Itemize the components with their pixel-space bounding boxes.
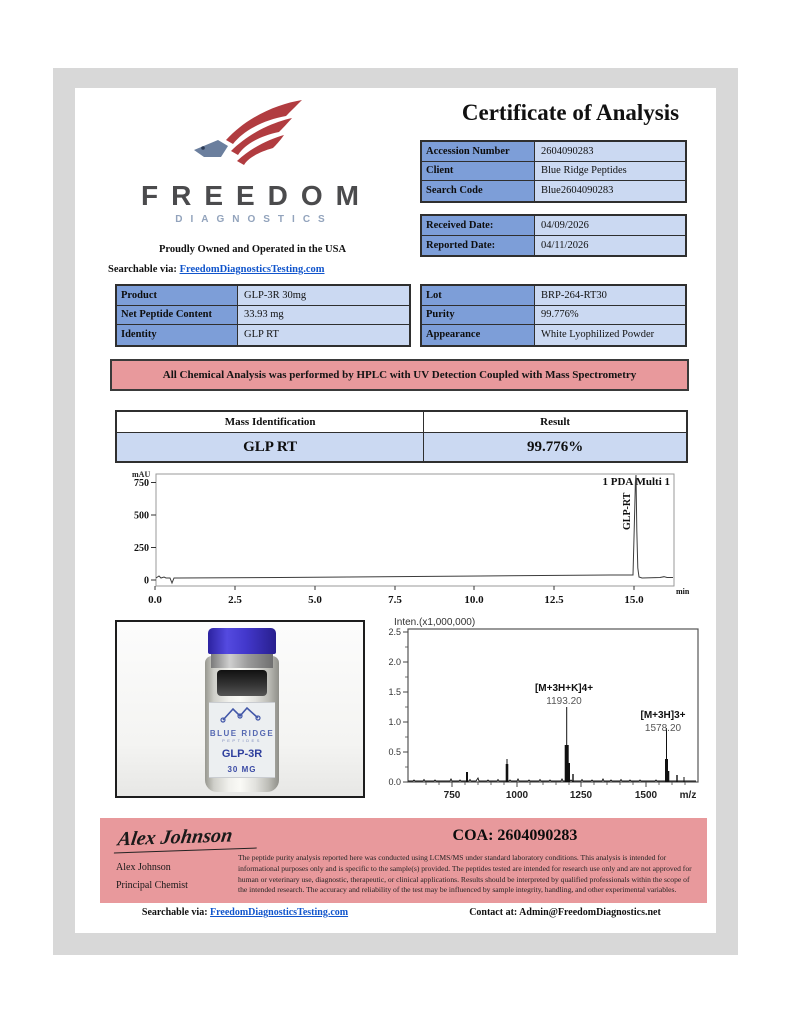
x-tick: 7.5 <box>388 594 402 606</box>
reported-date-label: Reported Date: <box>422 236 535 256</box>
hplc-chromatogram <box>130 468 690 616</box>
x-axis-unit: m/z <box>679 790 697 801</box>
search-code-label: Search Code <box>422 181 535 201</box>
vial <box>205 628 279 792</box>
signer-name: Alex Johnson <box>116 862 171 873</box>
page-frame <box>53 68 738 955</box>
accession-number-label: Accession Number <box>422 142 535 161</box>
purity-label: Purity <box>422 306 535 325</box>
table-row <box>117 306 409 326</box>
x-tick: 2.5 <box>228 594 242 606</box>
product-vial-photo <box>115 620 365 798</box>
table-row <box>117 433 686 461</box>
y-tick: 1.5 <box>388 687 401 697</box>
searchable-label: Searchable via: <box>108 264 180 275</box>
table-row <box>422 325 685 345</box>
table-row <box>422 162 685 182</box>
vial-label <box>209 702 275 778</box>
vial-brand-subtext: PEPTIDES <box>222 738 262 743</box>
analysis-method-banner: All Chemical Analysis was performed by HPLC with UV Detection Coupled with Mass Spectrometry <box>110 359 689 391</box>
peak-label: GLP-RT <box>622 492 633 530</box>
table-row <box>422 286 685 306</box>
vial-cap <box>208 628 276 654</box>
table-row <box>117 286 409 306</box>
accession-table <box>420 140 687 203</box>
x-axis-unit: min <box>676 587 690 596</box>
y-tick: 0.0 <box>388 777 401 787</box>
spectrum-title: Inten.(x1,000,000) <box>394 617 476 628</box>
y-tick: 500 <box>134 510 149 522</box>
chromatogram-title: 1 PDA Multi 1 <box>602 476 670 488</box>
product-label: Product <box>117 286 238 305</box>
accession-number-value: 2604090283 <box>535 146 685 157</box>
mass-identification-header: Mass Identification <box>117 412 424 432</box>
logo-subtext: DIAGNOSTICS <box>175 214 333 225</box>
y-tick: 250 <box>134 543 149 554</box>
peak-annotation-label: [M+3H+K]4+ <box>534 683 594 694</box>
x-tick: 0.0 <box>148 594 162 606</box>
searchable-link[interactable]: FreedomDiagnosticsTesting.com <box>179 264 325 275</box>
footer-searchable-label: Searchable via: <box>141 907 211 918</box>
table-row <box>117 325 409 345</box>
x-tick: 1500 <box>634 790 658 801</box>
signer-role: Principal Chemist <box>116 880 188 891</box>
vial-crimp-seal <box>211 654 273 668</box>
signature-block <box>100 818 707 903</box>
product-table <box>115 284 411 347</box>
peak-annotation-label: [M+3H]3+ <box>640 710 686 721</box>
x-tick: 1250 <box>569 790 593 801</box>
logo-wordmark: FREEDOM <box>141 180 372 211</box>
y-tick: 0 <box>144 575 149 587</box>
footer-contact: Contact at: Admin@FreedomDiagnostics.net <box>469 907 661 918</box>
table-header-row <box>117 412 686 433</box>
x-tick: 5.0 <box>308 594 322 606</box>
y-tick: 2.0 <box>388 657 401 667</box>
result-value: 99.776% <box>526 438 584 455</box>
lot-value: BRP-264-RT30 <box>535 290 685 301</box>
appearance-label: Appearance <box>422 325 535 345</box>
mountain-logo-icon <box>213 705 271 723</box>
footer-searchable-line <box>90 907 400 918</box>
certificate-page <box>75 88 716 933</box>
product-value: GLP-3R 30mg <box>238 290 409 301</box>
purity-value: 99.776% <box>535 309 685 320</box>
vial-stopper <box>217 670 267 696</box>
mass-identification-value: GLP RT <box>117 433 424 461</box>
mass-identification-table <box>115 410 688 463</box>
table-row <box>422 142 685 162</box>
lot-table <box>420 284 687 347</box>
reported-date-value: 04/11/2026 <box>535 240 685 251</box>
appearance-value: White Lyophilized Powder <box>535 329 685 340</box>
y-tick: 1.0 <box>388 717 401 727</box>
vial-brand-text: BLUE RIDGE <box>209 729 275 738</box>
table-row <box>422 181 685 201</box>
table-row <box>422 306 685 326</box>
usa-tagline: Proudly Owned and Operated in the USA <box>158 244 347 255</box>
table-row <box>422 236 685 256</box>
lot-label: Lot <box>422 286 535 305</box>
page-title: Certificate of Analysis <box>461 100 680 125</box>
peak-annotation-value: 1193.20 <box>546 696 582 707</box>
disclaimer-text: The peptide purity analysis reported here was conducted using LCMS/MS under standard laboratory conditions. This analysis is intended for informational purposes only and is specific to the sample(s) provided. The peptides tested are intended for research use only and are not approved for human or veterinary use, diagnostic, therapeutic, or clinical applications. Results should be interpreted by qualified professionals within the scope of the intended research. The accuracy and reliability of the test may be influenced by sample integrity, handling, and other experimental variables. <box>238 853 692 895</box>
peak-annotation-value: 1578.20 <box>644 723 682 734</box>
signature-script: Alex Johnson <box>114 824 260 854</box>
dates-table <box>420 214 687 257</box>
eagle-logo-icon <box>190 100 315 176</box>
identity-label: Identity <box>117 325 238 345</box>
client-value: Blue Ridge Peptides <box>535 165 685 176</box>
search-code-value: Blue2604090283 <box>535 185 685 196</box>
received-date-label: Received Date: <box>422 216 535 235</box>
coa-number: COA: 2604090283 <box>452 827 578 844</box>
y-tick: 2.5 <box>388 627 401 637</box>
x-tick: 750 <box>443 790 461 801</box>
received-date-value: 04/09/2026 <box>535 220 685 231</box>
footer-searchable-link[interactable]: FreedomDiagnosticsTesting.com <box>210 907 349 918</box>
identity-value: GLP RT <box>238 329 409 340</box>
net-peptide-content-label: Net Peptide Content <box>117 306 238 325</box>
x-tick: 15.0 <box>624 594 644 606</box>
vial-dose-text: 30 MG <box>227 765 257 774</box>
x-tick: 1000 <box>505 790 529 801</box>
x-tick: 12.5 <box>544 594 564 606</box>
searchable-line <box>108 264 325 275</box>
net-peptide-content-value: 33.93 mg <box>238 309 409 320</box>
client-label: Client <box>422 162 535 181</box>
result-header: Result <box>540 416 571 428</box>
mass-spectrum-chart <box>378 612 708 814</box>
chromatogram-y-axis-label: mAU <box>132 470 151 479</box>
vial-product-text: GLP-3R <box>221 748 263 760</box>
x-tick: 10.0 <box>464 594 484 606</box>
y-tick: 750 <box>134 478 149 489</box>
y-tick: 0.5 <box>388 747 401 757</box>
table-row <box>422 216 685 236</box>
